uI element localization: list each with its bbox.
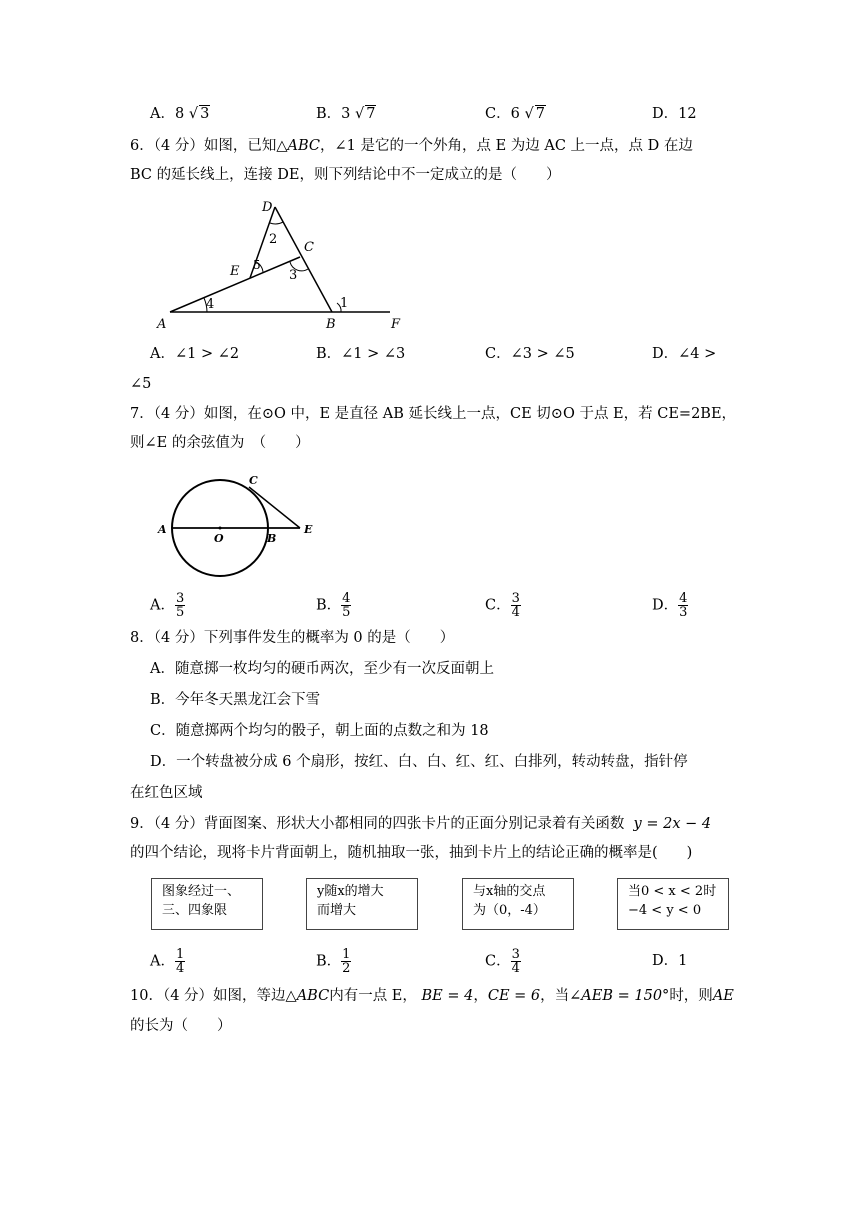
q6-option-d-wrap: ∠5: [130, 376, 152, 392]
q6-label-c: C: [304, 240, 314, 255]
q9-card-3: 与x轴的交点 为（0，-4）: [462, 878, 574, 930]
q6-option-c: C．∠3 > ∠5: [485, 346, 575, 362]
q9-option-b: B． $\frac{1}{2}$: [316, 947, 351, 976]
q8-option-a: A．随意掷一枚均匀的硬币两次，至少有一次反面朝上: [150, 661, 494, 677]
q7-label-o: O: [214, 532, 224, 545]
q7-stem-line1: 7．（4 分）如图，在⊙O 中，E 是直径 AB 延长线上一点，CE 切⊙O 于点 E，若 CE=2BE，: [130, 406, 737, 422]
q7-label-c: C: [249, 474, 258, 487]
q6-label-2: 2: [269, 232, 278, 247]
q6-option-b: B．∠1 > ∠3: [316, 346, 406, 362]
q6-label-d: D: [262, 200, 273, 215]
q5-option-c: C．6 √ 7: [485, 106, 545, 122]
q6-label-4: 4: [206, 297, 215, 312]
q6-label-f: F: [391, 317, 401, 332]
q5-option-a: A．8 √ 3: [150, 106, 210, 122]
q6-label-a: A: [157, 317, 167, 332]
q8-stem: 8．（4 分）下列事件发生的概率为 0 的是（ ）: [130, 630, 455, 646]
q6-option-d: D．∠4 >: [652, 346, 717, 362]
q8-option-b: B．今年冬天黑龙江会下雪: [150, 692, 321, 708]
q9-stem-line1: 9．（4 分）背面图案、形状大小都相同的四张卡片的正面分别记录着有关函数 y = 2x − 4: [130, 816, 712, 832]
q6-label-3: 3: [289, 268, 298, 283]
q9-option-d: D．1: [652, 953, 688, 969]
q7-label-b: B: [267, 532, 277, 545]
q8-option-d-wrap: 在红色区域: [130, 785, 203, 801]
q5-option-d: D．12: [652, 106, 697, 122]
q9-option-c: C． $\frac{3}{4}$: [485, 947, 520, 976]
q6-label-5: 5: [253, 258, 261, 272]
q7-label-a: A: [158, 523, 167, 536]
q8-option-c: C．随意掷两个均匀的骰子，朝上面的点数之和为 18: [150, 723, 489, 739]
q7-option-a: A． $\frac{3}{5}$: [150, 591, 185, 620]
q5-option-b: B．3 √ 7: [316, 106, 376, 122]
q9-card-1: 图象经过一、 三、四象限: [151, 878, 263, 930]
q7-option-d: D． $\frac{4}{3}$: [652, 591, 688, 620]
q7-stem-line2: 则∠E 的余弦值为 （ ）: [130, 435, 310, 451]
q9-stem-line2: 的四个结论，现将卡片背面朝上，随机抽取一张，抽到卡片上的结论正确的概率是( ): [130, 845, 693, 861]
q7-circle-figure: [150, 470, 330, 580]
q9-card-2: y随x的增大 而增大: [306, 878, 418, 930]
q9-card-4: 当0 < x < 2时 −4 < y < 0: [617, 878, 729, 930]
q6-label-e: E: [230, 264, 240, 279]
q9-function: y = 2x − 4: [633, 816, 712, 832]
q6-triangle-figure: [150, 195, 420, 335]
q10-stem-line1: 10．（4 分）如图，等边△ABC内有一点 E， BE = 4，CE = 6，当∠AEB = 150°时，则AE: [130, 988, 734, 1004]
q6-option-a: A．∠1 > ∠2: [150, 346, 240, 362]
q6-stem-line1: 6．（4 分）如图，已知△ABC，∠1 是它的一个外角，点 E 为边 AC 上一点，点 D 在边: [130, 138, 693, 154]
q10-stem-line2: 的长为（ ）: [130, 1018, 232, 1034]
q9-option-a: A． $\frac{1}{4}$: [150, 947, 185, 976]
q8-option-d: D．一个转盘被分成 6 个扇形，按红、白、白、红、红、白排列，转动转盘，指针停: [150, 754, 688, 770]
q6-stem-line2: BC 的延长线上，连接 DE，则下列结论中不一定成立的是（ ）: [130, 167, 561, 183]
q7-option-b: B． $\frac{4}{5}$: [316, 591, 351, 620]
q6-label-1: 1: [340, 296, 349, 311]
q6-label-b: B: [326, 317, 336, 332]
q7-label-e: E: [304, 523, 313, 536]
q7-option-c: C． $\frac{3}{4}$: [485, 591, 520, 620]
